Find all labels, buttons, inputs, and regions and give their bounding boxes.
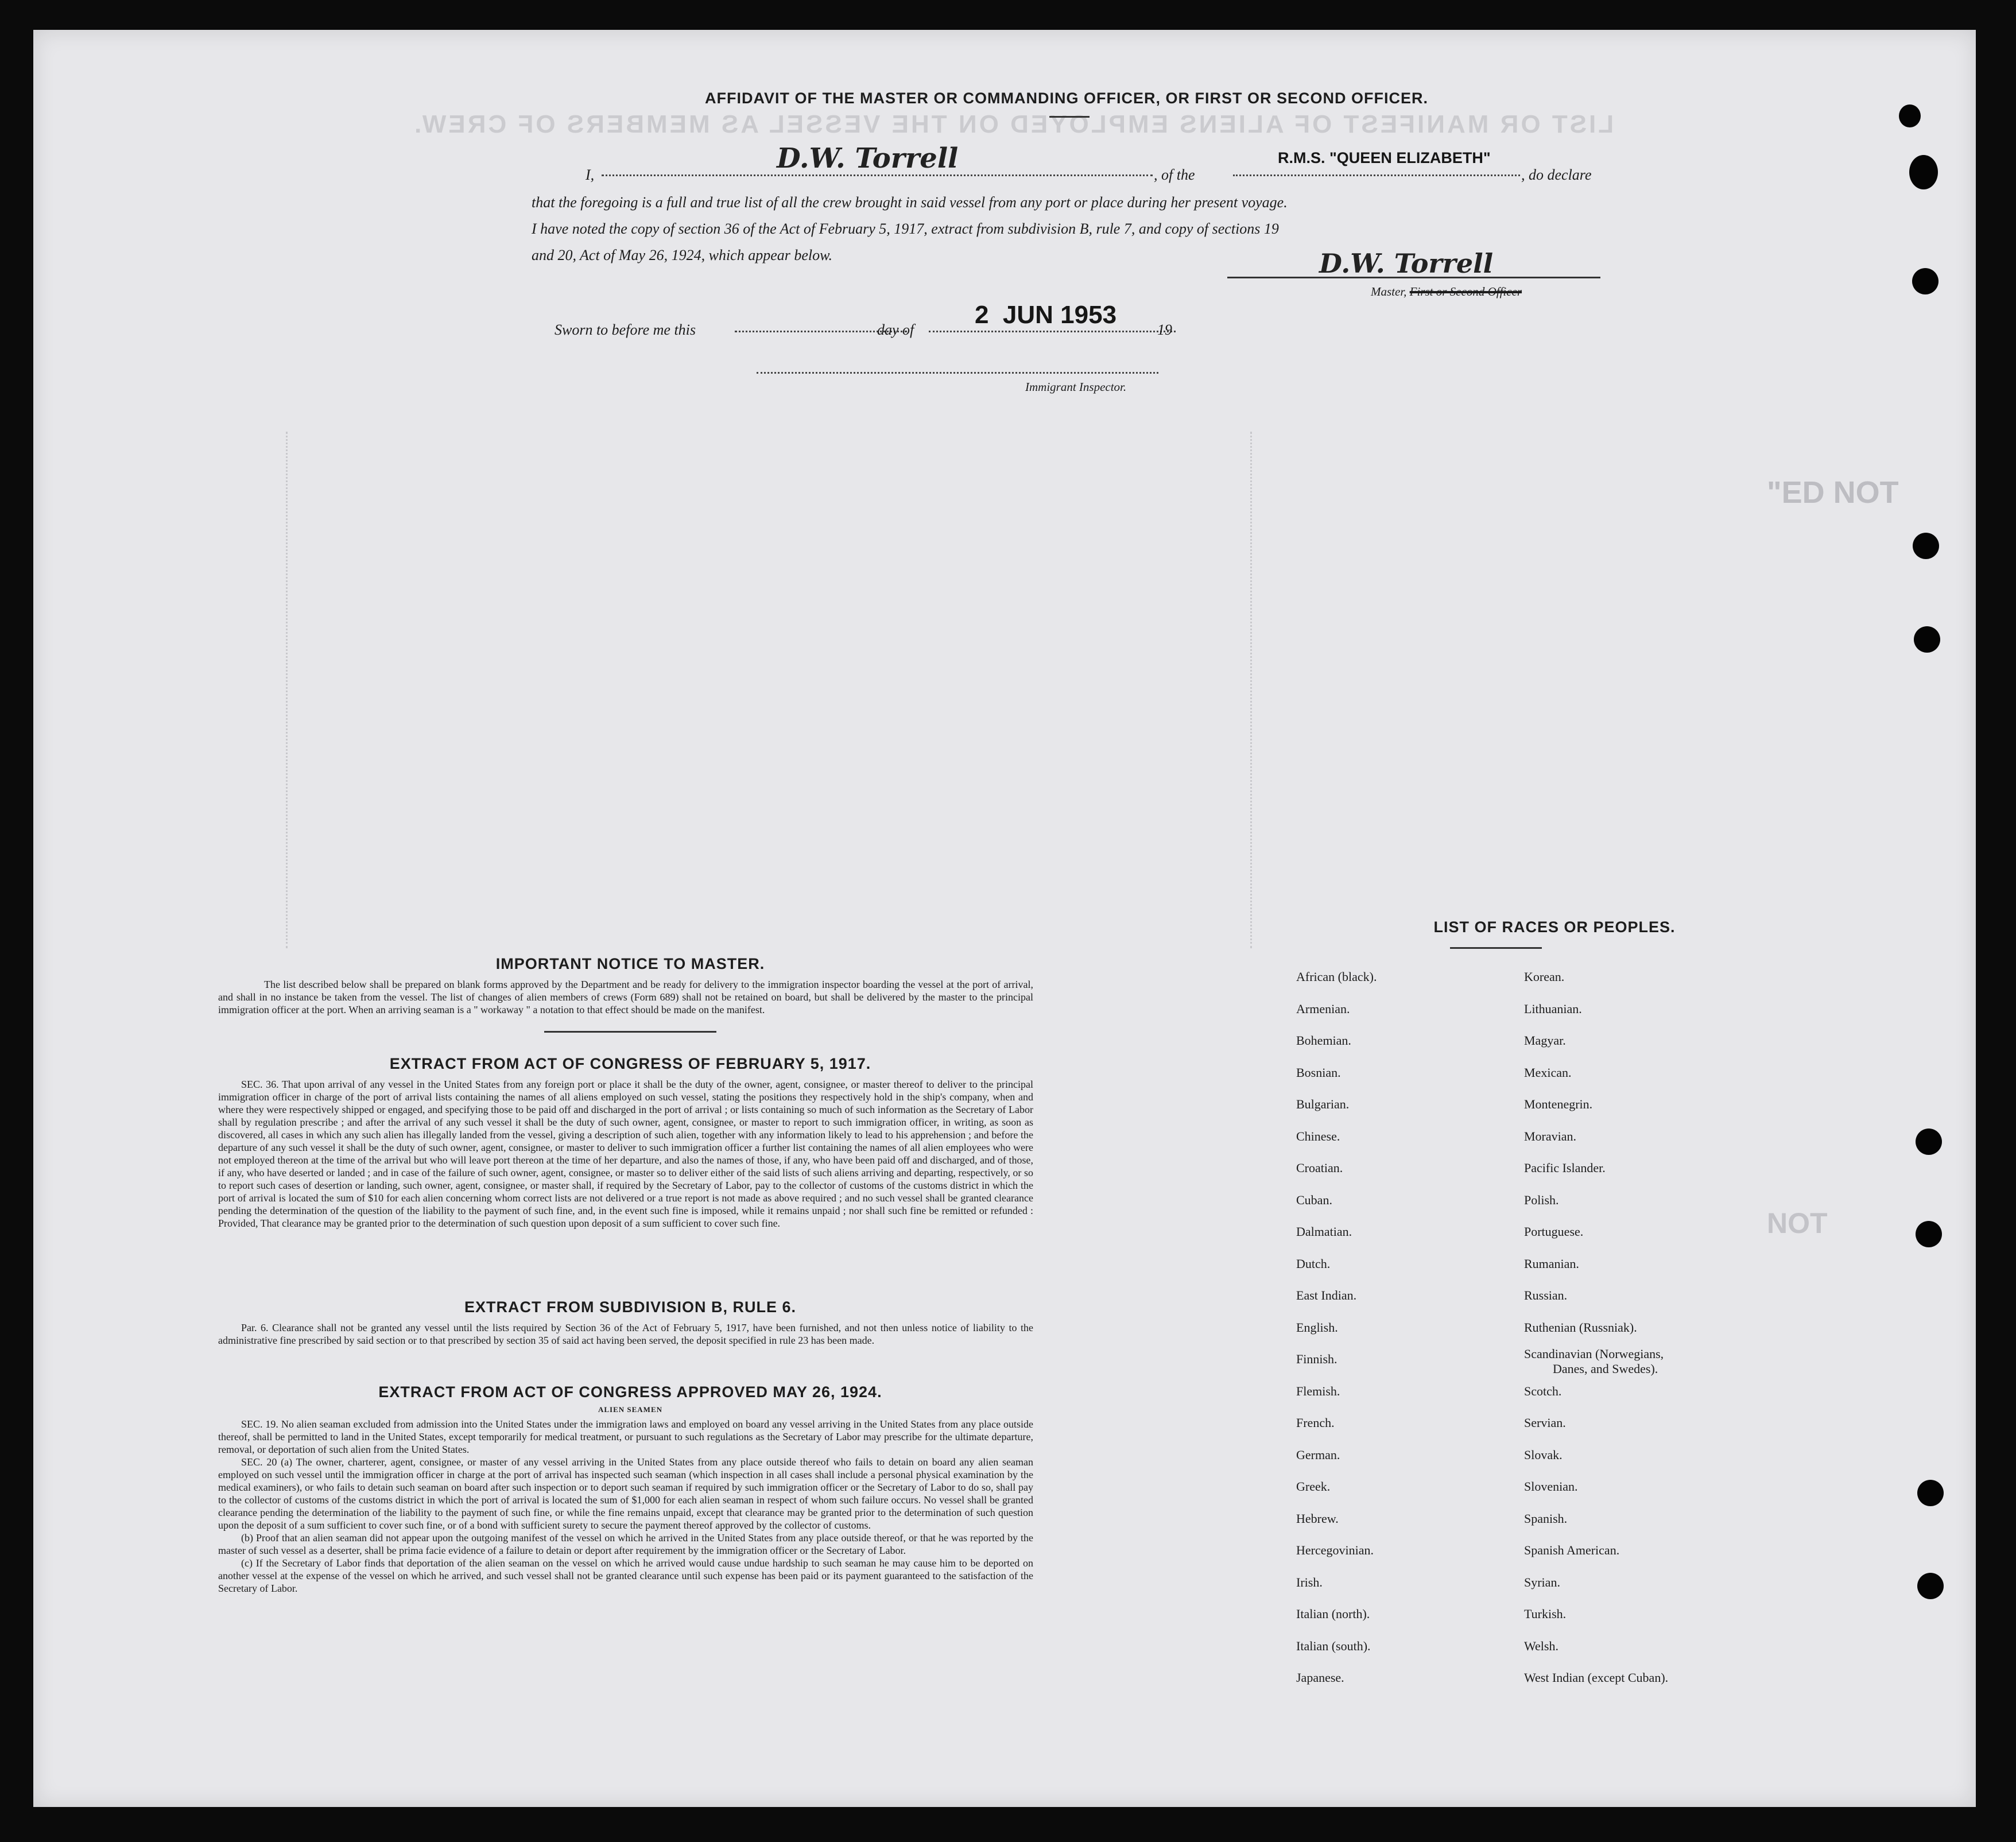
race-item: Ruthenian (Russniak). (1524, 1320, 1637, 1335)
race-item: Armenian. (1296, 1001, 1350, 1016)
struck-officer-label: First or Second Officer (1409, 285, 1522, 298)
master-label: Master, (1371, 285, 1407, 298)
race-item: Irish. (1296, 1575, 1323, 1589)
race-item: African (black). (1296, 970, 1377, 984)
race-item: Portuguese. (1524, 1224, 1584, 1239)
race-item: Lithuanian. (1524, 1001, 1582, 1016)
punch-hole (1917, 1480, 1944, 1506)
affidavit-line-1: that the foregoing is a full and true list of all the crew brought in said vessel from any port or place during her present voyage. (532, 194, 1288, 211)
affidavit-title-rule (1049, 116, 1090, 118)
race-item: Cuban. (1296, 1192, 1332, 1207)
race-item: Servian. (1524, 1416, 1566, 1430)
punch-hole (1916, 1129, 1942, 1155)
race-item: Mexican. (1524, 1065, 1572, 1080)
race-item: Croatian. (1296, 1161, 1343, 1175)
race-item: Spanish American. (1524, 1543, 1620, 1557)
race-item: Italian (north). (1296, 1607, 1370, 1621)
punch-hole (1899, 104, 1921, 127)
race-item: Bohemian. (1296, 1033, 1351, 1048)
race-item: Chinese. (1296, 1129, 1340, 1143)
vessel-line (1233, 174, 1520, 176)
column-guide-right (1250, 432, 1252, 948)
of-the-label: , of the (1154, 166, 1195, 183)
master-signature-line (1227, 277, 1600, 278)
extract-1924-body (218, 1418, 1033, 1595)
subdivision-text: Par. 6. Clearance shall not be granted any vessel until the lists required by Section 36 of the Act of February 5, 1917, have been furnished, and not then unless notice of liability to the administrative fine prescribed by said section or to that prescribed by section 35 of said act having been served, the deposit specified in rule 23 has been made. (218, 1322, 1033, 1346)
inspector-label: Immigrant Inspector. (1025, 380, 1127, 394)
race-item: Syrian. (1524, 1575, 1560, 1589)
punch-hole (1913, 533, 1939, 559)
sworn-label: Sworn to before me this (555, 321, 696, 338)
race-item: Rumanian. (1524, 1256, 1579, 1271)
subdivision-title: EXTRACT FROM SUBDIVISION B, RULE 6. (464, 1298, 797, 1316)
bleed-through-header: LIST OR MANIFEST OF ALIENS EMPLOYED ON THE VESSEL AS MEMBERS OF CREW. (412, 110, 1614, 138)
race-item: West Indian (except Cuban). (1524, 1670, 1669, 1685)
section-20a-text: SEC. 20 (a) The owner, charterer, agent, consignee, or master of any vessel arriving in the United States from any place outside thereof who fails to detain on board any alien seaman employed on such vessel until the immigration officer in charge at the port of arrival has inspected such seaman (which inspection in all cases shall include a personal physical examination by the medical examiners), or who fails to detain such seaman on board after such inspection or to deport such seaman if required by such immigration officer or the Secretary of Labor to do so, shall pay to the collector of customs of the customs district in which the port of arrival is located the sum of $1,000 for each alien seaman in respect of whom such failure occurs. No vessel shall be granted clearance pending the determination of the liability to the payment of such fine, or while the fine remains unpaid, except that clearance may be granted prior to the determination of such question upon the deposit of a sum sufficient to cover such fine, or of a bond with sufficient surety to secure the payment thereof approved by the collector of customs. (218, 1456, 1033, 1531)
race-item: Japanese. (1296, 1670, 1344, 1685)
punch-hole (1914, 626, 1940, 653)
bleed-through-mark: "ED NOT (1767, 475, 1899, 510)
race-item: Greek. (1296, 1479, 1331, 1494)
master-role-label (1371, 285, 1522, 299)
race-item: English. (1296, 1320, 1338, 1335)
affidavit-i-label: I, (586, 166, 595, 183)
section-20c-text: (c) If the Secretary of Labor finds that deportation of the alien seaman on the vessel on which he arrived would cause undue hardship to such seaman he may cause him to be deported on another vessel at the expense of the vessel on which he arrived, and such vessel shall not be granted clearance until such expense has been paid or its payment guaranteed to the satisfaction of the Secretary of Labor. (218, 1557, 1033, 1594)
race-item: Turkish. (1524, 1607, 1567, 1621)
race-item: Scotch. (1524, 1383, 1562, 1398)
races-left-column (1296, 961, 1377, 1694)
race-item-continuation: Danes, and Swedes). (1553, 1362, 1658, 1376)
punch-hole (1916, 1221, 1942, 1247)
race-item: East Indian. (1296, 1288, 1357, 1302)
race-item: German. (1296, 1447, 1340, 1462)
notice-title: IMPORTANT NOTICE TO MASTER. (495, 955, 765, 972)
extract-1924-title: EXTRACT FROM ACT OF CONGRESS APPROVED MAY 26, 1924. (378, 1383, 882, 1401)
notice-text: The list described below shall be prepared on blank forms approved by the Department and be ready for delivery to the immigration inspector boarding the vessel at the port of arrival, and shall in no instance be taken from the vessel. The list of changes of alien members of crews (Form 689) shall not be retained on board, but shall be delivered by the master to the principal immigration officer at the port. When an arriving seaman is a " workaway " a notation to that effect should be made on the manifest. (218, 979, 1033, 1015)
punch-hole (1912, 268, 1939, 294)
race-item: Hercegovinian. (1296, 1543, 1374, 1557)
vessel-name-stamp: R.M.S. "QUEEN ELIZABETH" (1278, 149, 1491, 166)
extract-1917-text: SEC. 36. That upon arrival of any vessel in the United States from any foreign port or place it shall be the duty of the owner, agent, consignee, or master thereof to deliver to the principal immigration officer in charge of the port of arrival lists containing the names of all aliens employed on such vessel, stating the positions they respectively hold in the ship's company, when and where they were respectively shipped or engaged, and specifying those to be paid off and discharged in the port of arrival ; or lists containing so much of such information as the Secretary of Labor shall by regulation prescribe ; and after the arrival of any such vessel it shall be the duty of such owner, agent, consignee, or master to report to such immigration officer, in writing, as soon as discovered, all cases in which any such alien has illegally landed from the vessel, giving a description of such alien, together with any information likely to lead to his apprehension ; and before the departure of any such vessel it shall be the duty of such owner, agent, consignee, or master to deliver to such immigration officer a further list containing the names of all alien employees who were not employed thereon at the time of the arrival but who will leave port thereon at the time of her departure, and also the names of those, if any, who have been paid off and discharged, and of those, if any, who have deserted or landed ; and in case of the failure of such owner, agent, consignee, or master so to deliver either of the said lists of such aliens arriving and departing, respectively, or so to report such cases of desertion or landing, such owner, agent, consignee, or master shall, if required by the Secretary of Labor, pay to the collector of customs of the customs district in which the port of arrival is located the sum of $10 for each alien concerning whom correct lists are not delivered or a true report is not made as above required ; and no such vessel shall be granted clearance pending the determination of the question of the liability to the payment of such fine, and, in the event such fine is imposed, while it remains unpaid ; nor shall such fine be remitted or refunded : Provided, That clearance may be granted prior to the determination of such question upon deposit of a sum sufficient to cover such fine. (218, 1079, 1033, 1229)
race-item: Welsh. (1524, 1638, 1558, 1653)
signature-line (602, 174, 1153, 176)
race-item: Pacific Islander. (1524, 1161, 1606, 1175)
race-item: Flemish. (1296, 1383, 1340, 1398)
master-signature: D.W. Torrell (1319, 248, 1494, 279)
punch-hole (1917, 1573, 1944, 1599)
year-suffix: 19 (1157, 321, 1172, 338)
race-item: Dutch. (1296, 1256, 1331, 1271)
race-item: Spanish. (1524, 1511, 1568, 1526)
race-item: Dalmatian. (1296, 1224, 1352, 1239)
do-declare-label: , do declare (1521, 166, 1592, 183)
affidavit-title: AFFIDAVIT OF THE MASTER OR COMMANDING OFFICER, OR FIRST OR SECOND OFFICER. (705, 90, 1428, 107)
race-item: Magyar. (1524, 1033, 1566, 1048)
date-stamp: 2 JUN 1953 (975, 301, 1117, 329)
document-page (33, 30, 1976, 1807)
affidavit-line-2: I have noted the copy of section 36 of the Act of February 5, 1917, extract from subdivision B, rule 7, and copy of sections 19 (532, 220, 1279, 237)
bleed-through-mark-2: NOT (1767, 1207, 1828, 1239)
extract-1917-title: EXTRACT FROM ACT OF CONGRESS OF FEBRUARY 5, 1917. (389, 1055, 871, 1072)
race-item: Korean. (1524, 970, 1565, 984)
race-item: Polish. (1524, 1192, 1559, 1207)
inspector-line (757, 372, 1158, 374)
race-item: Bulgarian. (1296, 1097, 1350, 1111)
punch-hole (1909, 155, 1938, 189)
section-20b-text: (b) Proof that an alien seaman did not appear upon the outgoing manifest of the vessel on which he arrived in the United States from any place outside thereof, or that he was reported by the master of such vessel as a deserter, shall be prima facie evidence of a failure to detain or deport after requirement by the immigration officer or the Secretary of Labor. (218, 1532, 1033, 1556)
race-item: Finnish. (1296, 1352, 1337, 1366)
race-item: Moravian. (1524, 1129, 1577, 1143)
race-item: Italian (south). (1296, 1638, 1371, 1653)
race-item: Russian. (1524, 1288, 1568, 1302)
column-guide-left (286, 432, 288, 948)
notice-rule (544, 1031, 716, 1033)
day-of-label: day of (877, 321, 914, 338)
race-item: French. (1296, 1416, 1335, 1430)
race-item: Montenegrin. (1524, 1097, 1593, 1111)
race-item: Scandinavian (Norwegians, Danes, and Swedes). (1524, 1343, 1668, 1375)
section-19-text: SEC. 19. No alien seaman excluded from admission into the United States under the immigration laws and employed on board any vessel arriving in the United States from any place outside thereof, shall be permitted to land in the United States, except temporarily for medical treatment, or pursuant to such regulations as the Secretary of Labor may prescribe for the ultimate departure, removal, or deportation of such alien from the United States. (218, 1418, 1033, 1455)
master-signature-top: D.W. Torrell (777, 142, 959, 174)
extract-1924-subtitle: ALIEN SEAMEN (598, 1405, 663, 1414)
races-title-rule (1450, 947, 1542, 949)
race-item: Hebrew. (1296, 1511, 1339, 1526)
race-item: Slovak. (1524, 1447, 1563, 1462)
races-title: LIST OF RACES OR PEOPLES. (1433, 918, 1676, 936)
affidavit-line-3: and 20, Act of May 26, 1924, which appear below. (532, 247, 833, 263)
race-item: Bosnian. (1296, 1065, 1341, 1080)
sworn-month-line (929, 331, 1176, 332)
race-item: Slovenian. (1524, 1479, 1578, 1494)
races-right-column (1524, 961, 1668, 1694)
